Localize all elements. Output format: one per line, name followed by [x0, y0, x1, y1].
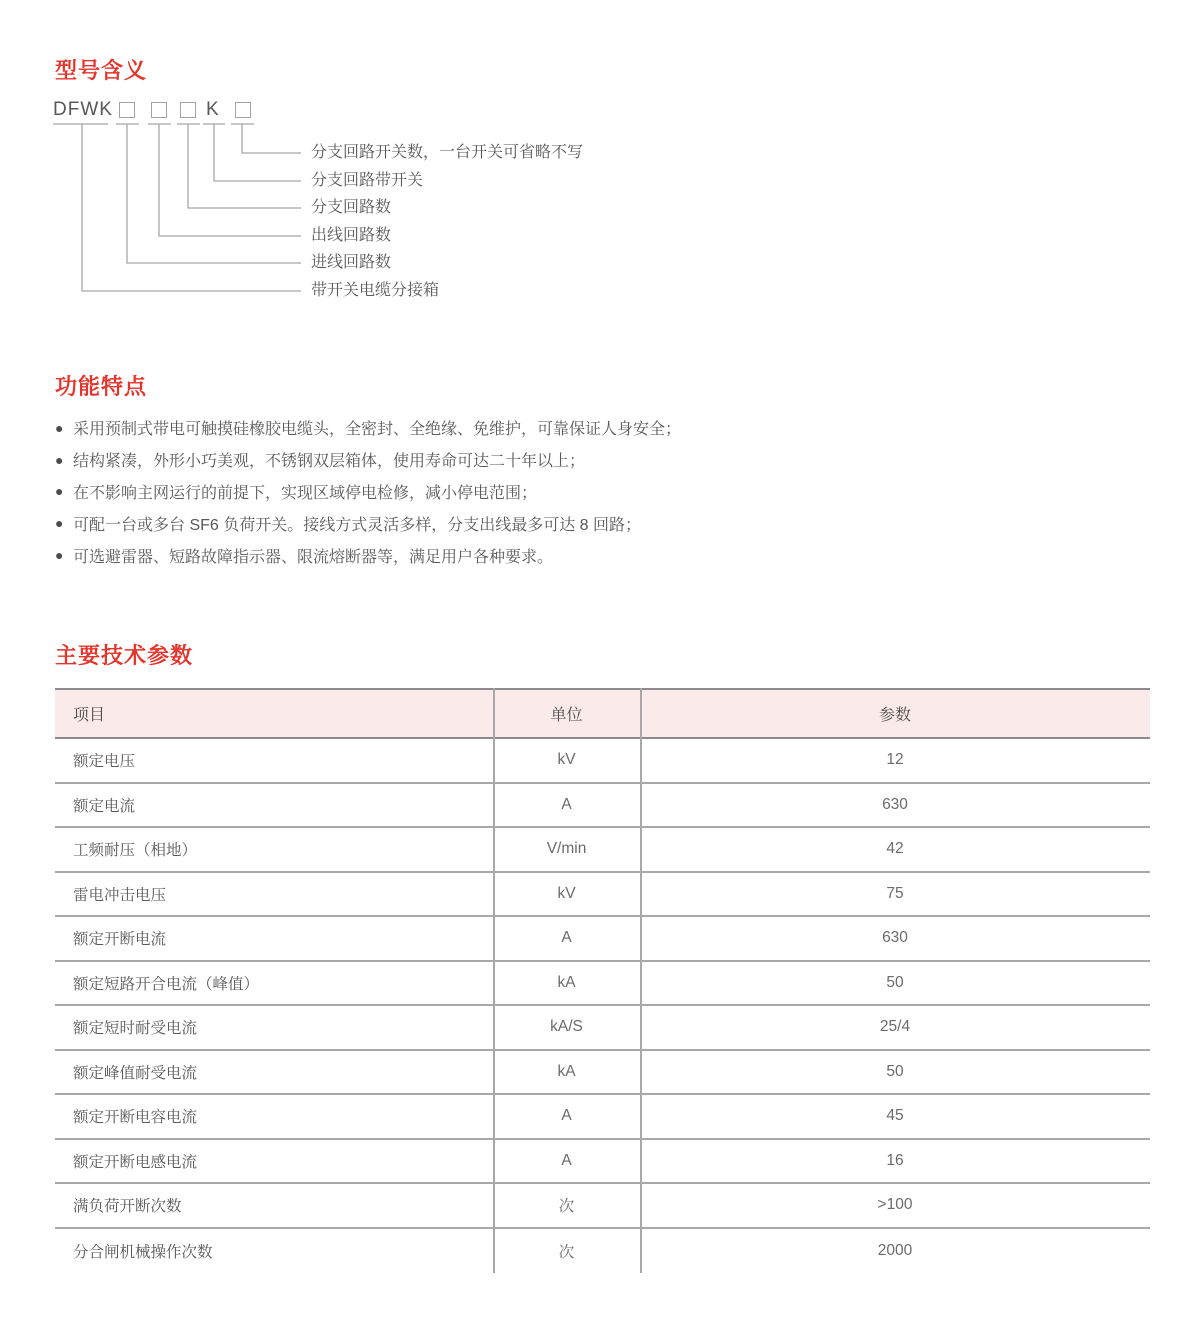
param-unit: kA	[557, 973, 576, 991]
bullet-icon: ●	[55, 451, 64, 468]
param-name: 额定电压	[73, 753, 136, 771]
param-unit: kV	[557, 884, 576, 902]
table-row	[55, 962, 1150, 1007]
param-value: 25/4	[879, 1018, 911, 1036]
param-value: 16	[886, 1151, 904, 1169]
features-list	[55, 412, 1055, 571]
feature-text: 可选避雷器、短路故障指示器、限流熔断器等，满足用户各种要求。	[73, 548, 554, 566]
param-unit: A	[561, 795, 572, 813]
table-row	[55, 1006, 1150, 1051]
feature-text: 采用预制式带电可触摸硅橡胶电缆头，全密封、全绝缘、免维护，可靠保证人身安全；	[73, 421, 682, 439]
table-row	[55, 917, 1150, 962]
table-row	[55, 873, 1150, 918]
bullet-icon: ●	[55, 419, 64, 436]
model-label-branch-switch-count: 分支回路开关数，一台开关可省略不写	[311, 144, 584, 161]
param-value: 75	[886, 884, 904, 902]
param-unit: A	[561, 929, 572, 947]
param-unit: A	[561, 1107, 572, 1125]
table-column-divider-2	[640, 688, 642, 1273]
model-prefix-text: DFWK	[53, 99, 113, 120]
feature-item	[55, 507, 1055, 539]
param-name: 额定电流	[73, 797, 136, 815]
table-column-divider-1	[493, 688, 495, 1273]
model-label-incoming-circuits: 进线回路数	[311, 254, 392, 271]
table-header-value: 参数	[878, 707, 911, 724]
param-name: 满负荷开断次数	[73, 1198, 182, 1216]
table-row	[55, 1095, 1150, 1140]
param-name: 额定开断电容电流	[73, 1109, 198, 1127]
param-unit: kV	[557, 751, 576, 769]
table-row	[55, 828, 1150, 873]
feature-item	[55, 444, 1055, 476]
param-unit: kA	[557, 1062, 576, 1080]
param-unit: A	[561, 1151, 572, 1169]
feature-text: 结构紧凑，外形小巧美观，不锈钢双层箱体，使用寿命可达二十年以上；	[73, 453, 586, 471]
table-row	[55, 1140, 1150, 1185]
model-label-branch-with-switch: 分支回路带开关	[311, 172, 424, 189]
param-name: 额定开断电感电流	[73, 1153, 198, 1171]
param-value: 630	[882, 795, 908, 813]
bullet-icon: ●	[55, 515, 64, 532]
param-value: 2000	[877, 1241, 913, 1259]
model-k-text: K	[206, 99, 220, 120]
table-row	[55, 784, 1150, 829]
feature-item	[55, 539, 1055, 571]
model-meaning-title: 型号含义	[55, 58, 148, 83]
param-value: >100	[877, 1196, 913, 1214]
parameters-title: 主要技术参数	[55, 643, 194, 668]
feature-item	[55, 412, 1055, 444]
model-label-outgoing-circuits: 出线回路数	[311, 227, 392, 244]
table-header-unit: 单位	[550, 707, 583, 724]
table-row	[55, 1051, 1150, 1096]
param-name: 额定开断电流	[73, 931, 167, 949]
param-unit: V/min	[546, 840, 587, 858]
param-unit: kA/S	[550, 1018, 583, 1036]
param-name: 额定峰值耐受电流	[73, 1064, 198, 1082]
param-value: 12	[886, 751, 904, 769]
param-unit: 次	[558, 1198, 575, 1216]
param-value: 50	[886, 1062, 904, 1080]
param-unit: 次	[558, 1243, 575, 1261]
param-name: 工频耐压（相地）	[73, 842, 198, 860]
param-value: 50	[886, 973, 904, 991]
table-row	[55, 1184, 1150, 1229]
feature-text: 在不影响主网运行的前提下，实现区域停电检修，减小停电范围；	[73, 484, 538, 502]
feature-text: 可配一台或多台 SF6 负荷开关。接线方式灵活多样，分支出线最多可达 8 回路；	[73, 516, 642, 534]
model-label-branch-circuits: 分支回路数	[311, 199, 392, 216]
param-value: 42	[886, 840, 904, 858]
features-title: 功能特点	[55, 374, 148, 399]
feature-item	[55, 476, 1055, 508]
param-value: 630	[882, 929, 908, 947]
param-value: 45	[886, 1107, 904, 1125]
param-name: 分合闸机械操作次数	[73, 1243, 213, 1261]
table-row	[55, 739, 1150, 784]
param-name: 额定短路开合电流（峰值）	[73, 975, 260, 993]
param-name: 额定短时耐受电流	[73, 1020, 198, 1038]
bullet-icon: ●	[55, 547, 64, 564]
param-name: 雷电冲击电压	[73, 886, 167, 904]
parameters-table	[55, 688, 1150, 1273]
bullet-icon: ●	[55, 483, 64, 500]
table-header-row	[55, 688, 1150, 739]
table-row	[55, 1229, 1150, 1274]
table-header-item: 项目	[73, 707, 106, 724]
model-label-cable-branch-box: 带开关电缆分接箱	[311, 282, 440, 299]
